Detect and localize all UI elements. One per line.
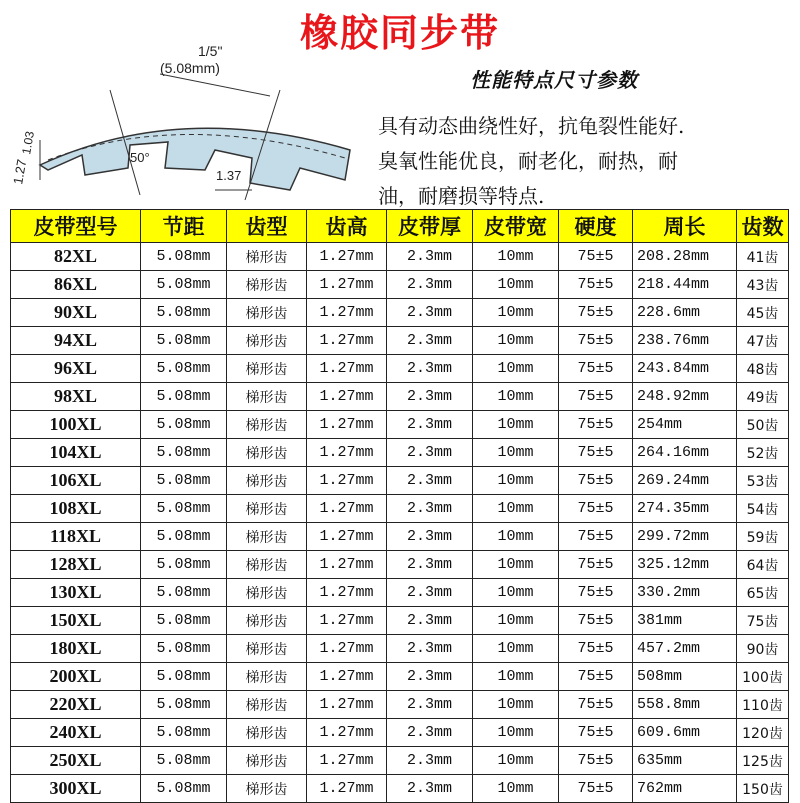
table-row xyxy=(11,383,789,411)
cell-tooth-height: 1.27mm xyxy=(307,439,387,467)
cell-model: 130XL xyxy=(11,579,141,607)
cell-thickness: 2.3mm xyxy=(387,439,473,467)
cell-model: 104XL xyxy=(11,439,141,467)
table-row xyxy=(11,775,789,803)
cell-width: 10mm xyxy=(473,579,559,607)
spec-table xyxy=(10,209,789,803)
cell-hardness: 75±5 xyxy=(559,551,633,579)
cell-teeth: 110齿 xyxy=(737,691,789,719)
cell-tooth-type: 梯形齿 xyxy=(227,327,307,355)
cell-hardness: 75±5 xyxy=(559,719,633,747)
header-tooth-type: 齿型 xyxy=(227,210,307,243)
table-row xyxy=(11,663,789,691)
cell-pitch: 5.08mm xyxy=(141,579,227,607)
angle-label: 50° xyxy=(130,150,150,165)
cell-width: 10mm xyxy=(473,411,559,439)
cell-tooth-type: 梯形齿 xyxy=(227,775,307,803)
table-row xyxy=(11,271,789,299)
cell-tooth-height: 1.27mm xyxy=(307,635,387,663)
cell-length: 274.35mm xyxy=(633,495,737,523)
table-row xyxy=(11,299,789,327)
table-row xyxy=(11,607,789,635)
cell-tooth-type: 梯形齿 xyxy=(227,243,307,271)
cell-length: 248.92mm xyxy=(633,383,737,411)
cell-pitch: 5.08mm xyxy=(141,271,227,299)
cell-width: 10mm xyxy=(473,271,559,299)
header-model: 皮带型号 xyxy=(11,210,141,243)
cell-tooth-type: 梯形齿 xyxy=(227,551,307,579)
cell-thickness: 2.3mm xyxy=(387,775,473,803)
page-title: 橡胶同步带 xyxy=(299,10,500,55)
cell-tooth-type: 梯形齿 xyxy=(227,663,307,691)
cell-thickness: 2.3mm xyxy=(387,719,473,747)
cell-hardness: 75±5 xyxy=(559,523,633,551)
cell-width: 10mm xyxy=(473,719,559,747)
cell-tooth-height: 1.27mm xyxy=(307,607,387,635)
cell-pitch: 5.08mm xyxy=(141,411,227,439)
cell-hardness: 75±5 xyxy=(559,411,633,439)
cell-hardness: 75±5 xyxy=(559,299,633,327)
cell-width: 10mm xyxy=(473,439,559,467)
cell-thickness: 2.3mm xyxy=(387,411,473,439)
cell-tooth-height: 1.27mm xyxy=(307,243,387,271)
cell-tooth-type: 梯形齿 xyxy=(227,271,307,299)
table-row xyxy=(11,719,789,747)
cell-pitch: 5.08mm xyxy=(141,243,227,271)
cell-pitch: 5.08mm xyxy=(141,663,227,691)
cell-model: 128XL xyxy=(11,551,141,579)
cell-tooth-type: 梯形齿 xyxy=(227,439,307,467)
feature-line-1: 具有动态曲绕性好，抗龟裂性能好. xyxy=(378,114,685,138)
cell-hardness: 75±5 xyxy=(559,383,633,411)
header-pitch: 节距 xyxy=(141,210,227,243)
cell-hardness: 75±5 xyxy=(559,327,633,355)
cell-teeth: 75齿 xyxy=(737,607,789,635)
cell-teeth: 54齿 xyxy=(737,495,789,523)
cell-thickness: 2.3mm xyxy=(387,579,473,607)
cell-hardness: 75±5 xyxy=(559,579,633,607)
table-row xyxy=(11,579,789,607)
cell-tooth-height: 1.27mm xyxy=(307,747,387,775)
cell-teeth: 50齿 xyxy=(737,411,789,439)
cell-length: 228.6mm xyxy=(633,299,737,327)
cell-thickness: 2.3mm xyxy=(387,299,473,327)
cell-tooth-type: 梯形齿 xyxy=(227,635,307,663)
cell-width: 10mm xyxy=(473,383,559,411)
cell-width: 10mm xyxy=(473,467,559,495)
table-row xyxy=(11,523,789,551)
cell-length: 330.2mm xyxy=(633,579,737,607)
cell-length: 381mm xyxy=(633,607,737,635)
cell-hardness: 75±5 xyxy=(559,775,633,803)
cell-teeth: 52齿 xyxy=(737,439,789,467)
cell-tooth-type: 梯形齿 xyxy=(227,691,307,719)
table-row xyxy=(11,411,789,439)
cell-width: 10mm xyxy=(473,663,559,691)
cell-teeth: 48齿 xyxy=(737,355,789,383)
table-row xyxy=(11,747,789,775)
cell-width: 10mm xyxy=(473,299,559,327)
cell-tooth-type: 梯形齿 xyxy=(227,299,307,327)
cell-pitch: 5.08mm xyxy=(141,467,227,495)
cell-tooth-height: 1.27mm xyxy=(307,355,387,383)
cell-width: 10mm xyxy=(473,355,559,383)
header-hardness: 硬度 xyxy=(559,210,633,243)
tooth-width-label: 1.37 xyxy=(216,168,242,183)
cell-hardness: 75±5 xyxy=(559,355,633,383)
cell-model: 86XL xyxy=(11,271,141,299)
cell-teeth: 59齿 xyxy=(737,523,789,551)
cell-length: 299.72mm xyxy=(633,523,737,551)
feature-line-2: 臭氧性能优良，耐老化，耐热，耐 xyxy=(378,149,678,173)
cell-model: 180XL xyxy=(11,635,141,663)
cell-model: 100XL xyxy=(11,411,141,439)
cell-teeth: 65齿 xyxy=(737,579,789,607)
table-row xyxy=(11,635,789,663)
cell-length: 218.44mm xyxy=(633,271,737,299)
cell-tooth-height: 1.27mm xyxy=(307,663,387,691)
cell-teeth: 43齿 xyxy=(737,271,789,299)
cell-tooth-height: 1.27mm xyxy=(307,495,387,523)
header-tooth-height: 齿高 xyxy=(307,210,387,243)
cell-width: 10mm xyxy=(473,635,559,663)
cell-tooth-type: 梯形齿 xyxy=(227,579,307,607)
cell-teeth: 100齿 xyxy=(737,663,789,691)
cell-hardness: 75±5 xyxy=(559,495,633,523)
cell-tooth-height: 1.27mm xyxy=(307,327,387,355)
cell-length: 558.8mm xyxy=(633,691,737,719)
cell-length: 269.24mm xyxy=(633,467,737,495)
cell-thickness: 2.3mm xyxy=(387,355,473,383)
cell-teeth: 64齿 xyxy=(737,551,789,579)
cell-thickness: 2.3mm xyxy=(387,495,473,523)
cell-pitch: 5.08mm xyxy=(141,691,227,719)
cell-pitch: 5.08mm xyxy=(141,635,227,663)
cell-teeth: 45齿 xyxy=(737,299,789,327)
cell-model: 300XL xyxy=(11,775,141,803)
header-length: 周长 xyxy=(633,210,737,243)
cell-tooth-type: 梯形齿 xyxy=(227,747,307,775)
cell-model: 220XL xyxy=(11,691,141,719)
cell-tooth-height: 1.27mm xyxy=(307,719,387,747)
cell-thickness: 2.3mm xyxy=(387,467,473,495)
cell-thickness: 2.3mm xyxy=(387,271,473,299)
cell-model: 94XL xyxy=(11,327,141,355)
cell-tooth-height: 1.27mm xyxy=(307,523,387,551)
cell-model: 82XL xyxy=(11,243,141,271)
cell-tooth-height: 1.27mm xyxy=(307,467,387,495)
cell-hardness: 75±5 xyxy=(559,607,633,635)
cell-tooth-height: 1.27mm xyxy=(307,579,387,607)
cell-thickness: 2.3mm xyxy=(387,327,473,355)
cell-thickness: 2.3mm xyxy=(387,383,473,411)
cell-pitch: 5.08mm xyxy=(141,495,227,523)
feature-line-3: 油，耐磨损等特点. xyxy=(378,184,545,208)
cell-length: 238.76mm xyxy=(633,327,737,355)
table-row xyxy=(11,355,789,383)
cell-teeth: 90齿 xyxy=(737,635,789,663)
cell-width: 10mm xyxy=(473,775,559,803)
cell-length: 264.16mm xyxy=(633,439,737,467)
cell-thickness: 2.3mm xyxy=(387,663,473,691)
table-row xyxy=(11,495,789,523)
cell-width: 10mm xyxy=(473,691,559,719)
cell-teeth: 120齿 xyxy=(737,719,789,747)
cell-pitch: 5.08mm xyxy=(141,719,227,747)
cell-width: 10mm xyxy=(473,747,559,775)
cell-model: 118XL xyxy=(11,523,141,551)
cell-pitch: 5.08mm xyxy=(141,551,227,579)
cell-pitch: 5.08mm xyxy=(141,299,227,327)
cell-pitch: 5.08mm xyxy=(141,523,227,551)
cell-width: 10mm xyxy=(473,327,559,355)
cell-length: 508mm xyxy=(633,663,737,691)
cell-tooth-type: 梯形齿 xyxy=(227,411,307,439)
cell-model: 200XL xyxy=(11,663,141,691)
cell-pitch: 5.08mm xyxy=(141,775,227,803)
cell-tooth-height: 1.27mm xyxy=(307,383,387,411)
cell-thickness: 2.3mm xyxy=(387,243,473,271)
subtitle: 性能特点尺寸参数 xyxy=(470,68,638,92)
cell-teeth: 41齿 xyxy=(737,243,789,271)
cell-teeth: 47齿 xyxy=(737,327,789,355)
cell-tooth-height: 1.27mm xyxy=(307,775,387,803)
cell-tooth-type: 梯形齿 xyxy=(227,383,307,411)
cell-pitch: 5.08mm xyxy=(141,607,227,635)
cell-model: 106XL xyxy=(11,467,141,495)
cell-model: 108XL xyxy=(11,495,141,523)
cell-teeth: 49齿 xyxy=(737,383,789,411)
cell-pitch: 5.08mm xyxy=(141,327,227,355)
cell-teeth: 53齿 xyxy=(737,467,789,495)
cell-thickness: 2.3mm xyxy=(387,523,473,551)
table-row xyxy=(11,551,789,579)
cell-length: 243.84mm xyxy=(633,355,737,383)
cell-length: 762mm xyxy=(633,775,737,803)
cell-model: 90XL xyxy=(11,299,141,327)
header-width: 皮带宽 xyxy=(473,210,559,243)
cell-hardness: 75±5 xyxy=(559,635,633,663)
cell-length: 254mm xyxy=(633,411,737,439)
cell-tooth-height: 1.27mm xyxy=(307,551,387,579)
cell-tooth-type: 梯形齿 xyxy=(227,607,307,635)
cell-thickness: 2.3mm xyxy=(387,635,473,663)
thickness-label: 1.03 xyxy=(19,130,38,156)
cell-width: 10mm xyxy=(473,551,559,579)
cell-hardness: 75±5 xyxy=(559,243,633,271)
cell-width: 10mm xyxy=(473,243,559,271)
table-row xyxy=(11,327,789,355)
cell-hardness: 75±5 xyxy=(559,663,633,691)
cell-tooth-type: 梯形齿 xyxy=(227,355,307,383)
table-row xyxy=(11,691,789,719)
cell-teeth: 125齿 xyxy=(737,747,789,775)
cell-pitch: 5.08mm xyxy=(141,747,227,775)
cell-length: 208.28mm xyxy=(633,243,737,271)
cell-tooth-height: 1.27mm xyxy=(307,299,387,327)
pitch-mm-label: (5.08mm) xyxy=(160,60,220,76)
cell-hardness: 75±5 xyxy=(559,271,633,299)
table-header-row xyxy=(11,210,789,243)
cell-thickness: 2.3mm xyxy=(387,691,473,719)
cell-width: 10mm xyxy=(473,607,559,635)
cell-hardness: 75±5 xyxy=(559,747,633,775)
cell-pitch: 5.08mm xyxy=(141,439,227,467)
cell-length: 635mm xyxy=(633,747,737,775)
belt-tooth-diagram xyxy=(0,40,360,205)
cell-pitch: 5.08mm xyxy=(141,355,227,383)
header-thickness: 皮带厚 xyxy=(387,210,473,243)
table-row xyxy=(11,467,789,495)
pitch-fraction-label: 1/5" xyxy=(198,43,223,59)
cell-thickness: 2.3mm xyxy=(387,607,473,635)
table-body xyxy=(11,243,789,803)
header-teeth: 齿数 xyxy=(737,210,789,243)
cell-tooth-type: 梯形齿 xyxy=(227,467,307,495)
height-label: 1.27 xyxy=(10,157,30,186)
cell-thickness: 2.3mm xyxy=(387,551,473,579)
cell-length: 457.2mm xyxy=(633,635,737,663)
cell-model: 98XL xyxy=(11,383,141,411)
cell-thickness: 2.3mm xyxy=(387,747,473,775)
cell-model: 240XL xyxy=(11,719,141,747)
cell-model: 96XL xyxy=(11,355,141,383)
cell-pitch: 5.08mm xyxy=(141,383,227,411)
cell-hardness: 75±5 xyxy=(559,691,633,719)
cell-tooth-type: 梯形齿 xyxy=(227,495,307,523)
cell-teeth: 150齿 xyxy=(737,775,789,803)
cell-width: 10mm xyxy=(473,523,559,551)
cell-tooth-type: 梯形齿 xyxy=(227,523,307,551)
belt-profile xyxy=(40,128,350,190)
cell-model: 250XL xyxy=(11,747,141,775)
cell-hardness: 75±5 xyxy=(559,439,633,467)
cell-tooth-type: 梯形齿 xyxy=(227,719,307,747)
table-row xyxy=(11,439,789,467)
cell-model: 150XL xyxy=(11,607,141,635)
cell-width: 10mm xyxy=(473,495,559,523)
table-row xyxy=(11,243,789,271)
cell-tooth-height: 1.27mm xyxy=(307,271,387,299)
cell-length: 609.6mm xyxy=(633,719,737,747)
cell-tooth-height: 1.27mm xyxy=(307,691,387,719)
cell-hardness: 75±5 xyxy=(559,467,633,495)
cell-length: 325.12mm xyxy=(633,551,737,579)
cell-tooth-height: 1.27mm xyxy=(307,411,387,439)
